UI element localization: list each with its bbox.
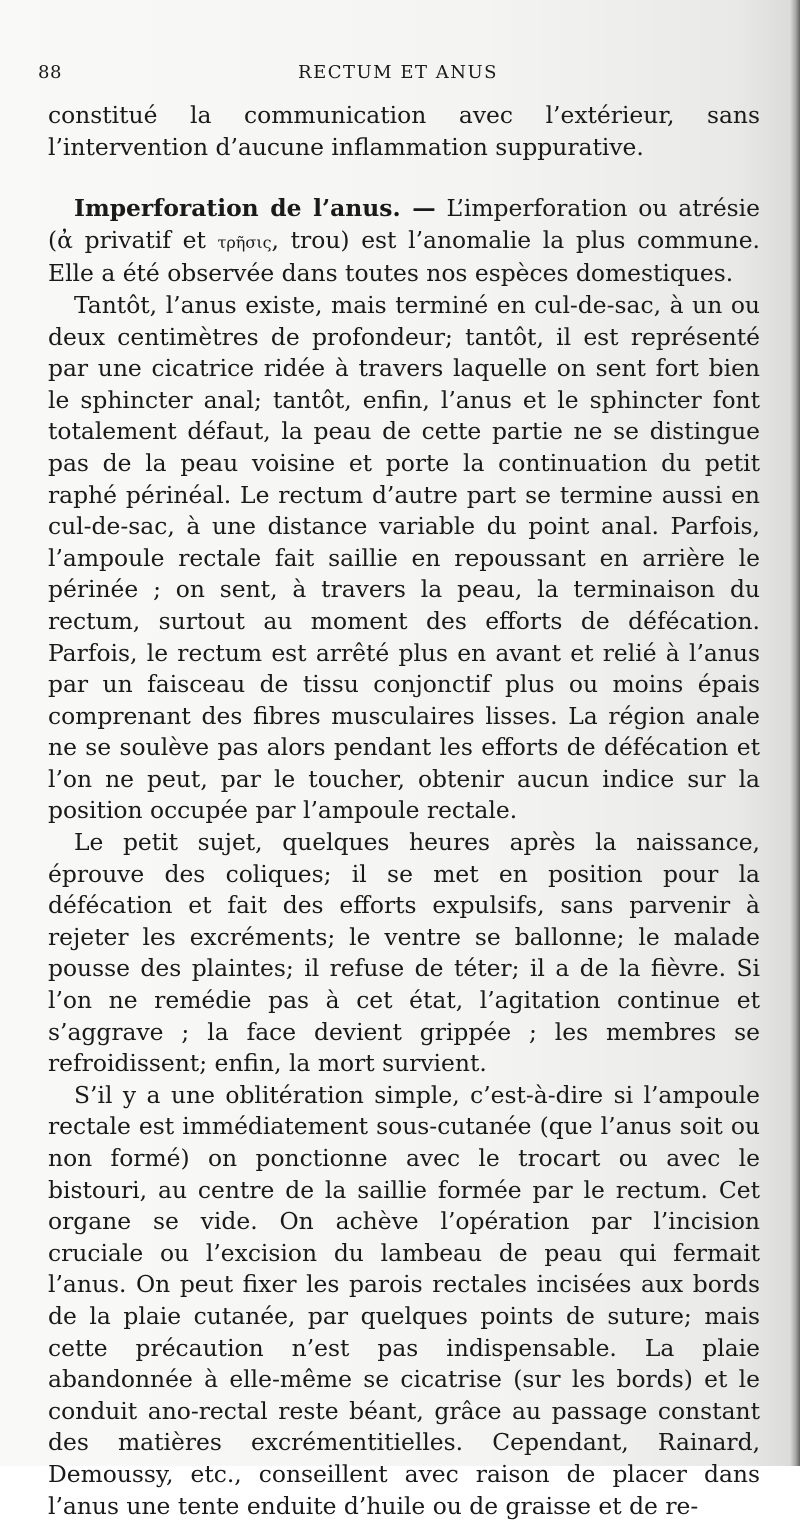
paragraph-text-a: L’imperforation ou atrésie (ἀ privatif et <box>48 194 761 254</box>
section-gap <box>48 163 760 193</box>
paragraph-forms: Tantôt, l’anus existe, mais terminé en cul-de-sac, à un ou deux centimètres de profondeur; tantôt, il est représenté par une cicatrice ridée à travers laquelle on sent fort bien le sphincter anal; tantôt, enfin, l’anus et le sphincter font totalement défaut, la peau de cette partie ne se distingue pas de la peau voisine et porte la continuation du petit raphé périnéal. Le rectum d’autre part se termine aussi en cul-de-sac, à une distance variable du point anal. Parfois, l’ampoule rectale fait saillie en repoussant en arrière le périnée ; on sent, à travers la peau, la terminaison du rectum, surtout au moment des efforts de défécation. Parfois, le rectum est arrêté plus en avant et relié à l’anus par un faisceau de tissu conjonctif plus ou moins épais comprenant des fibres musculaires lisses. La région anale ne se soulève pas alors pendant les efforts de défécation et l’on ne peut, par le toucher, obtenir aucun indice sur la position occupée par l’ampoule rectale. <box>48 290 760 825</box>
paragraph-text-b: , trou) est l’anomalie la plus commune. Elle a été observée dans toutes nos espèces domestiques. <box>48 225 760 288</box>
paragraph-imperforation <box>48 193 760 290</box>
greek-word: τρῆσις <box>217 232 272 252</box>
page-header <box>38 62 758 92</box>
page-number: 88 <box>38 62 62 83</box>
section-heading: Imperforation de l’anus. — <box>74 194 436 223</box>
paragraph-symptoms: Le petit sujet, quelques heures après la naissance, éprouve des coliques; il se met en position pour la défécation et fait des efforts expulsifs, sans parvenir à rejeter les excréments; le ventre se ballonne; le malade pousse des plaintes; il refuse de téter; il a de la fièvre. Si l’on ne remédie pas à cet état, l’agitation continue et s’aggrave ; la face devient grippée ; les membres se refroidissent; enfin, la mort survient. <box>48 828 760 1078</box>
page-edge-shadow <box>790 0 800 1466</box>
running-title: RECTUM ET ANUS <box>298 62 498 83</box>
body-text <box>48 100 760 1522</box>
paragraph-continuation: constitué la communication avec l’extérieur, sans l’intervention d’aucune inflammation suppurative. <box>48 101 760 161</box>
paragraph-treatment: S’il y a une oblitération simple, c’est-à-dire si l’ampoule rectale est immédiatement sous-cutanée (que l’anus soit ou non formé) on ponctionne avec le trocart ou avec le bistouri, au centre de la saillie formée par le rectum. Cet organe se vide. On achève l’opération par l’incision cruciale ou l’excision du lambeau de peau qui fermait l’anus. On peut fixer les parois rectales incisées aux bords de la plaie cutanée, par quelques points de suture; mais cette précaution n’est pas indispensable. La plaie abandonnée à elle-même se cicatrise (sur les bords) et le conduit ano-rectal reste béant, grâce au passage constant des matières excrémentitielles. Cependant, Rainard, Demoussy, etc., conseillent avec raison de placer dans l’anus une tente enduite d’huile ou de graisse et de re- <box>48 1080 760 1520</box>
